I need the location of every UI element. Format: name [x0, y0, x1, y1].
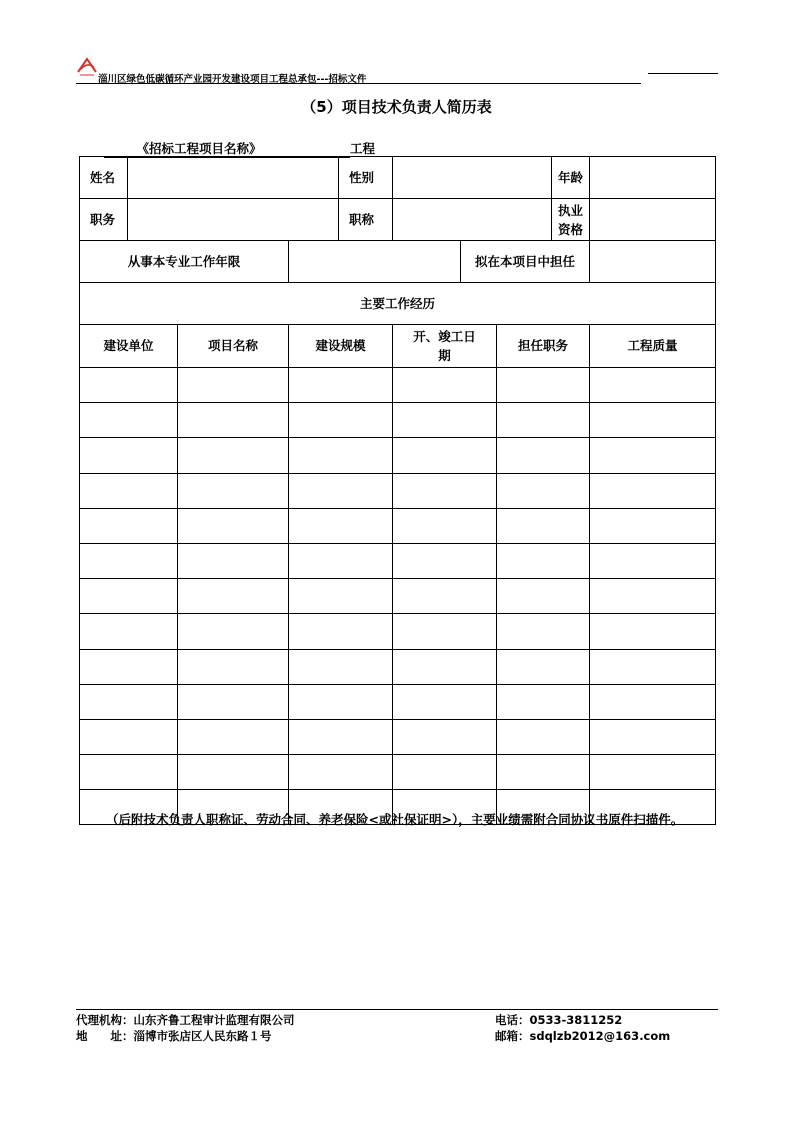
row-name	[80, 157, 716, 199]
col-header-quality: 工程质量	[590, 325, 716, 368]
experience-row	[80, 473, 716, 508]
col-header-project-name: 项目名称	[178, 325, 289, 368]
experience-cell-dates[interactable]	[393, 403, 497, 438]
document-title: （5）项目技术负责人简历表	[301, 98, 492, 116]
experience-cell-dates[interactable]	[393, 473, 497, 508]
experience-row	[80, 614, 716, 649]
experience-cell-construction-scale[interactable]	[289, 368, 393, 403]
experience-row	[80, 719, 716, 754]
experience-cell-quality[interactable]	[590, 543, 716, 578]
experience-row	[80, 755, 716, 790]
footer-phone: 电话：0533-3811252	[495, 1013, 623, 1027]
experience-cell-quality[interactable]	[590, 508, 716, 543]
experience-cell-construction-scale[interactable]	[289, 508, 393, 543]
attachment-note: （后附技术负责人职称证、劳动合同、养老保险<或社保证明>），主要业绩需附合同协议书原件扫描件。	[106, 812, 684, 827]
experience-cell-project-name[interactable]	[178, 579, 289, 614]
experience-cell-project-name[interactable]	[178, 403, 289, 438]
experience-cell-construction-unit[interactable]	[80, 719, 178, 754]
experience-cell-construction-scale[interactable]	[289, 719, 393, 754]
experience-cell-role[interactable]	[497, 543, 590, 578]
experience-cell-project-name[interactable]	[178, 543, 289, 578]
experience-cell-project-name[interactable]	[178, 649, 289, 684]
gender-value-cell[interactable]	[393, 157, 552, 199]
col-header-role: 担任职务	[497, 325, 590, 368]
position-value-cell[interactable]	[128, 199, 339, 241]
experience-cell-role[interactable]	[497, 508, 590, 543]
experience-cell-role[interactable]	[497, 368, 590, 403]
experience-cell-dates[interactable]	[393, 508, 497, 543]
experience-cell-construction-scale[interactable]	[289, 614, 393, 649]
experience-cell-role[interactable]	[497, 649, 590, 684]
header-title: 淄川区绿色低碳循环产业园开发建设项目工程总承包---招标文件	[98, 74, 367, 85]
experience-cell-construction-unit[interactable]	[80, 508, 178, 543]
qualification-value-cell[interactable]	[590, 199, 716, 241]
experience-row	[80, 403, 716, 438]
experience-cell-construction-unit[interactable]	[80, 684, 178, 719]
header-rule	[76, 83, 641, 84]
experience-cell-dates[interactable]	[393, 649, 497, 684]
age-value-cell[interactable]	[590, 157, 716, 199]
experience-cell-project-name[interactable]	[178, 614, 289, 649]
experience-cell-quality[interactable]	[590, 649, 716, 684]
experience-cell-quality[interactable]	[590, 473, 716, 508]
experience-cell-construction-scale[interactable]	[289, 438, 393, 473]
experience-row	[80, 649, 716, 684]
experience-cell-construction-unit[interactable]	[80, 649, 178, 684]
experience-cell-construction-scale[interactable]	[289, 684, 393, 719]
experience-cell-quality[interactable]	[590, 403, 716, 438]
experience-cell-construction-scale[interactable]	[289, 579, 393, 614]
experience-cell-quality[interactable]	[590, 755, 716, 790]
experience-cell-dates[interactable]	[393, 579, 497, 614]
position-label: 职务	[80, 199, 128, 241]
experience-cell-construction-unit[interactable]	[80, 543, 178, 578]
experience-cell-role[interactable]	[497, 438, 590, 473]
experience-cell-construction-unit[interactable]	[80, 368, 178, 403]
title-label: 职称	[339, 199, 393, 241]
footer-rule	[76, 1009, 718, 1010]
experience-cell-dates[interactable]	[393, 614, 497, 649]
experience-cell-construction-unit[interactable]	[80, 403, 178, 438]
role-label: 拟在本项目中担任	[461, 241, 590, 283]
experience-cell-project-name[interactable]	[178, 368, 289, 403]
gender-label: 性别	[339, 157, 393, 199]
experience-cell-project-name[interactable]	[178, 755, 289, 790]
experience-cell-role[interactable]	[497, 719, 590, 754]
experience-cell-quality[interactable]	[590, 614, 716, 649]
col-header-dates	[393, 325, 497, 368]
experience-cell-construction-unit[interactable]	[80, 755, 178, 790]
experience-cell-construction-unit[interactable]	[80, 438, 178, 473]
experience-cell-construction-scale[interactable]	[289, 755, 393, 790]
name-value-cell[interactable]	[128, 157, 339, 199]
col-header-construction-scale: 建设规模	[289, 325, 393, 368]
footer-agency: 代理机构：山东齐鲁工程审计监理有限公司	[76, 1013, 295, 1027]
name-label: 姓名	[80, 157, 128, 199]
row-years	[80, 241, 716, 283]
years-value-cell[interactable]	[289, 241, 461, 283]
experience-cell-project-name[interactable]	[178, 438, 289, 473]
years-label: 从事本专业工作年限	[80, 241, 289, 283]
experience-cell-project-name[interactable]	[178, 719, 289, 754]
experience-cell-role[interactable]	[497, 403, 590, 438]
row-position	[80, 199, 716, 241]
resume-table	[79, 156, 716, 825]
age-label: 年龄	[552, 157, 590, 199]
experience-cell-quality[interactable]	[590, 684, 716, 719]
experience-row	[80, 368, 716, 403]
experience-cell-quality[interactable]	[590, 579, 716, 614]
experience-cell-role[interactable]	[497, 614, 590, 649]
experience-cell-construction-scale[interactable]	[289, 543, 393, 578]
experience-cell-quality[interactable]	[590, 438, 716, 473]
footer-email: 邮箱：sdqlzb2012@163.com	[495, 1029, 671, 1043]
experience-cell-construction-scale[interactable]	[289, 473, 393, 508]
experience-cell-construction-unit[interactable]	[80, 614, 178, 649]
experience-row	[80, 543, 716, 578]
experience-cell-quality[interactable]	[590, 719, 716, 754]
experience-row	[80, 684, 716, 719]
experience-cell-dates[interactable]	[393, 543, 497, 578]
experience-rows	[80, 368, 716, 825]
title-value-cell[interactable]	[393, 199, 552, 241]
project-name-placeholder: 《招标工程项目名称》	[136, 141, 262, 156]
experience-cell-role[interactable]	[497, 579, 590, 614]
header-rule-short	[648, 73, 718, 74]
experience-cell-quality[interactable]	[590, 368, 716, 403]
experience-cell-dates[interactable]	[393, 684, 497, 719]
experience-cell-project-name[interactable]	[178, 473, 289, 508]
col-header-dates-text: 开、竣工日期	[413, 329, 476, 363]
qualification-label: 执业资格	[552, 199, 590, 241]
row-section-header	[80, 283, 716, 325]
experience-cell-project-name[interactable]	[178, 508, 289, 543]
experience-row	[80, 579, 716, 614]
experience-cell-role[interactable]	[497, 755, 590, 790]
experience-cell-role[interactable]	[497, 684, 590, 719]
experience-cell-construction-unit[interactable]	[80, 473, 178, 508]
experience-cell-construction-unit[interactable]	[80, 579, 178, 614]
experience-cell-project-name[interactable]	[178, 684, 289, 719]
project-suffix: 工程	[350, 141, 376, 156]
col-header-construction-unit: 建设单位	[80, 325, 178, 368]
experience-cell-dates[interactable]	[393, 368, 497, 403]
experience-cell-dates[interactable]	[393, 438, 497, 473]
experience-cell-construction-scale[interactable]	[289, 649, 393, 684]
experience-cell-dates[interactable]	[393, 719, 497, 754]
section-title: 主要工作经历	[80, 283, 716, 325]
company-logo-icon	[76, 56, 98, 78]
experience-cell-role[interactable]	[497, 473, 590, 508]
row-column-headers	[80, 325, 716, 368]
experience-cell-construction-scale[interactable]	[289, 403, 393, 438]
experience-row	[80, 508, 716, 543]
experience-cell-dates[interactable]	[393, 755, 497, 790]
role-value-cell[interactable]	[590, 241, 716, 283]
footer-address: 地 址：淄博市张店区人民东路１号	[76, 1029, 272, 1043]
experience-row	[80, 438, 716, 473]
